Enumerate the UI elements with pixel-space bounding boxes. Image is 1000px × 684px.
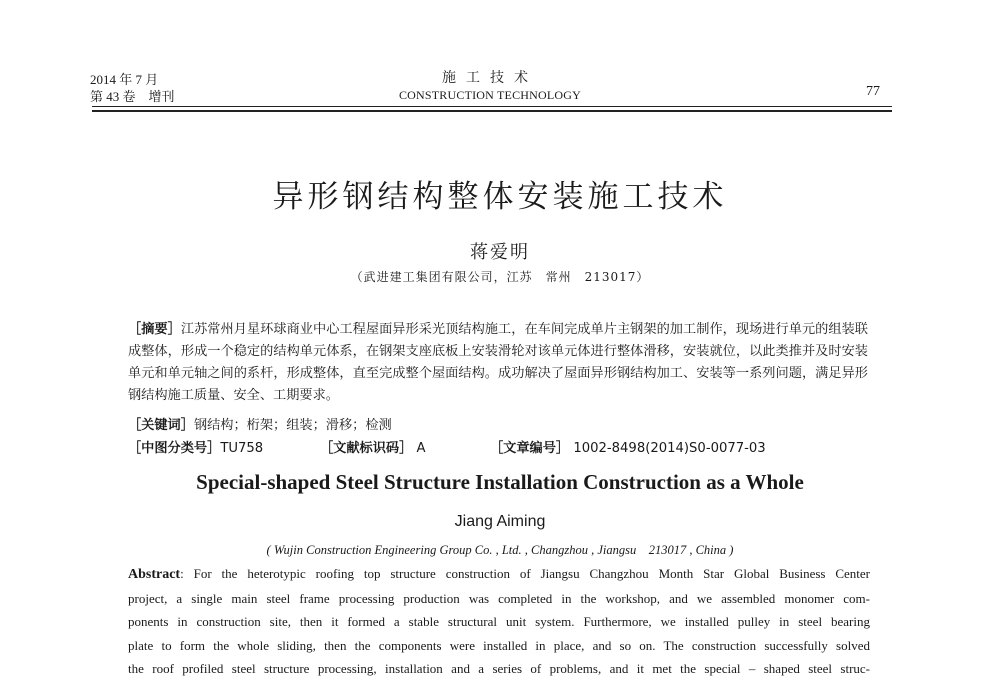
abstract-en-line: plate to form the whole sliding, then the components were installed in place, and so on. The construction successfully solved: [128, 637, 870, 653]
article-title-en: Special-shaped Steel Structure Installation Construction as a Whole: [196, 470, 804, 494]
issue-info: [90, 71, 175, 105]
clc-value: TU758: [220, 441, 264, 456]
abstract-en-line: the roof profiled steel structure processing, installation and a series of problems, and it met the special – shaped steel struc-: [128, 661, 870, 676]
affiliation-en: ( Wujin Construction Engineering Group Co. , Ltd. , Changzhou , Jiangsu 213017 , China ): [266, 543, 734, 557]
abstract-label-cn: ［摘要］: [128, 322, 181, 337]
clc-label: ［中图分类号］: [128, 441, 221, 456]
journal-name-cn: 施工技术: [442, 70, 538, 86]
header-rule-thick: [92, 110, 892, 112]
clc-code: [128, 437, 263, 456]
keywords-text-cn: 钢结构；桁架；组装；滑移；检测: [193, 418, 392, 433]
abstract-label-en: Abstract: [128, 567, 181, 582]
keywords-cn: [128, 414, 392, 433]
author-cn: 蒋爱明: [470, 242, 530, 263]
issue-volume: 第 43 卷 增刊: [90, 89, 175, 104]
issue-date: 2014 年 7 月: [90, 72, 159, 87]
document-code: [320, 437, 426, 456]
article-title-cn: 异形钢结构整体安装施工技术: [272, 179, 728, 215]
author-en: Jiang Aiming: [454, 513, 546, 530]
keywords-label-cn: ［关键词］: [128, 418, 194, 433]
affiliation-cn: （武进建工集团有限公司，江苏 常州 213017）: [350, 270, 650, 284]
page-number: 77: [866, 84, 880, 99]
article-number: [490, 437, 766, 456]
header-rule-thin: [92, 106, 892, 107]
journal-name: [360, 69, 620, 103]
journal-name-en: CONSTRUCTION TECHNOLOGY: [398, 88, 582, 102]
doc-code-value: A: [416, 441, 426, 456]
abstract-en-line: [128, 562, 870, 587]
abstract-en-text: : For the heterotypic roofing top structure construction of Jiangsu Changzhou Month Star Global Business Center: [180, 566, 870, 581]
classification-row: [128, 437, 868, 459]
doc-code-label: ［文献标识码］: [320, 441, 413, 456]
abstract-en: [128, 562, 870, 681]
abstract-en-line: ponents in construction site, then it formed a stable structural unit system. Furthermore, we installed pulley in steel bearing: [128, 614, 870, 629]
abstract-text-cn: 江苏常州月星环球商业中心工程屋面异形采光顶结构施工，在车间完成单片主钢架的加工制作，现场进行单元的组装联成整体，形成一个稳定的结构单元体系，在钢架支座底板上安装滑轮对该单元体进行整体滑移，安装就位，以此类推并及时安装单元和单元轴之间的系杆，形成整体，直至完成整个屋面结构。成功解决了屋面异形钢结构加工、安装等一系列问题，满足异形钢结构施工质量、安全、工期要求。: [128, 322, 868, 403]
abstract-en-line: project, a single main steel frame processing production was completed in the workshop, and we assembled monomer com-: [128, 590, 870, 606]
article-no-label: ［文章编号］: [490, 441, 570, 456]
article-no-value: 1002-8498(2014)S0-0077-03: [573, 441, 766, 456]
abstract-cn: [128, 319, 868, 407]
